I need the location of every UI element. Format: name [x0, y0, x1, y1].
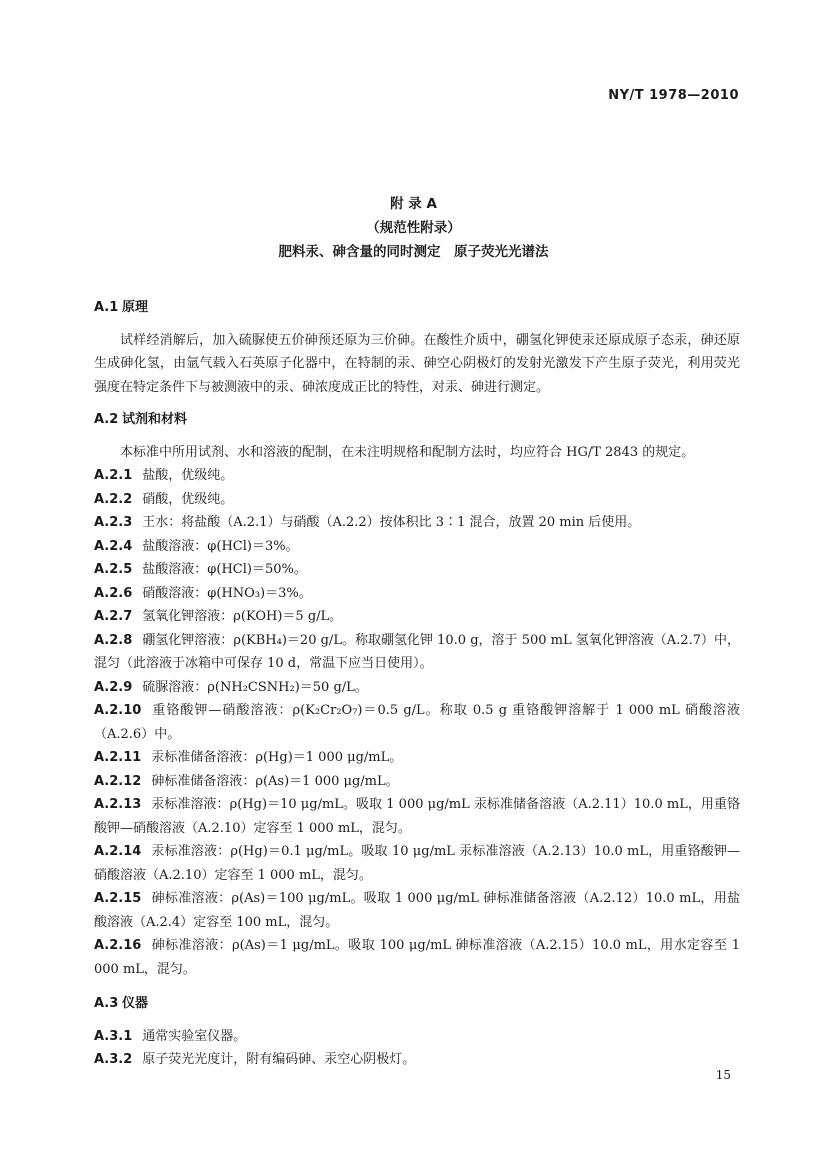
clause-text: 硼氢化钾溶液：ρ(KBH₄)＝20 g/L。称取硼氢化钾 10.0 g，溶于 500 mL 氢氧化钾溶液（A.2.7）中，混匀（此溶液于冰箱中可保存 10 d，常温下应当日使用）。: [94, 632, 740, 671]
appendix-title: 附 录 A: [390, 196, 437, 212]
standard-code: NY/T 1978—2010: [608, 88, 739, 103]
clause-item: [94, 511, 740, 535]
clause-text: 盐酸溶液：φ(HCl)＝3%。: [142, 538, 299, 554]
section-title: 原理: [122, 300, 149, 315]
clause-item: [94, 887, 740, 934]
clause-text: 通常实验室仪器。: [142, 1028, 247, 1044]
clause-item: [94, 558, 740, 582]
clause-number: A.2.8: [94, 632, 133, 648]
clause-text: 硝酸溶液：φ(HNO₃)＝3%。: [142, 585, 312, 601]
clause-number: A.3.2: [94, 1052, 133, 1067]
section-instruments-heading: [94, 992, 740, 1016]
clause-text: 氢氧化钾溶液：ρ(KOH)＝5 g/L。: [142, 609, 343, 624]
clause-number: A.2.15: [94, 891, 142, 906]
clause-number: A.2.1: [94, 468, 133, 483]
clause-item: [94, 770, 740, 794]
clause-item: [94, 934, 740, 981]
clause-number: A.2.14: [94, 844, 142, 859]
clause-item: [94, 746, 740, 770]
instrument-list: [94, 1025, 740, 1072]
page-number: 15: [715, 1068, 731, 1082]
clause-item: [94, 793, 740, 840]
clause-item: [94, 535, 740, 559]
clause-number: A.2.11: [94, 750, 142, 765]
clause-item: [94, 582, 740, 606]
clause-number: A.3.1: [94, 1028, 133, 1044]
clause-text: 盐酸，优级纯。: [142, 468, 234, 483]
clause-text: 盐酸溶液：φ(HCl)＝50%。: [142, 562, 307, 577]
appendix-type: （规范性附录）: [366, 220, 461, 236]
clause-text: 原子荧光光度计，附有编码砷、汞空心阴极灯。: [142, 1052, 416, 1067]
reagents-intro: 本标准中所用试剂、水和溶液的配制，在未注明规格和配制方法时，均应符合 HG/T 2843 的规定。: [120, 444, 695, 460]
clause-item: [94, 1048, 740, 1072]
section-number: A.2: [94, 412, 119, 427]
clause-item: [94, 464, 740, 488]
section-reagents-heading: [94, 408, 740, 432]
clause-text: 重铬酸钾—硝酸溶液：ρ(K₂Cr₂O₇)＝0.5 g/L。称取 0.5 g 重铬酸钾溶解于 1 000 mL 硝酸溶液（A.2.6）中。: [94, 703, 740, 742]
section-principle-heading: [94, 296, 740, 320]
clause-number: A.2.16: [94, 938, 142, 953]
clause-item: [94, 488, 740, 512]
clause-item: [94, 1025, 740, 1049]
clause-number: A.2.4: [94, 538, 133, 554]
reagent-list: [94, 464, 740, 981]
section-number: A.3: [94, 996, 119, 1011]
clause-text: 砷标准储备溶液：ρ(As)＝1 000 μg/mL。: [151, 773, 399, 789]
clause-number: A.2.7: [94, 609, 133, 624]
clause-number: A.2.2: [94, 491, 133, 507]
clause-number: A.2.5: [94, 562, 133, 577]
clause-text: 砷标准溶液：ρ(As)＝100 μg/mL。吸取 1 000 μg/mL 砷标准储备溶液（A.2.12）10.0 mL，用盐酸溶液（A.2.4）定容至 100 mL，混匀。: [94, 891, 740, 930]
clause-text: 汞标准储备溶液：ρ(Hg)＝1 000 μg/mL。: [151, 750, 403, 765]
clause-item: [94, 699, 740, 746]
principle-paragraph: 试样经消解后，加入硫脲使五价砷预还原为三价砷。在酸性介质中，硼氢化钾使汞还原成原子态汞，砷还原生成砷化氢，由氩气载入石英原子化器中，在特制的汞、砷空心阴极灯的发射光激发下产生原子荧光，利用荧光强度在特定条件下与被测液中的汞、砷浓度成正比的特性，对汞、砷进行测定。: [94, 332, 740, 395]
section-title: 试剂和材料: [122, 412, 188, 427]
section-number: A.1: [94, 300, 119, 315]
clause-number: A.2.13: [94, 797, 142, 812]
clause-item: [94, 840, 740, 887]
clause-number: A.2.10: [94, 703, 142, 718]
clause-text: 硝酸，优级纯。: [142, 491, 234, 507]
section-title: 仪器: [122, 996, 149, 1011]
clause-item: [94, 605, 740, 629]
clause-item: [94, 629, 740, 676]
clause-number: A.2.9: [94, 679, 133, 695]
clause-text: 汞标准溶液：ρ(Hg)＝10 μg/mL。吸取 1 000 μg/mL 汞标准储备溶液（A.2.11）10.0 mL，用重铬酸钾—硝酸溶液（A.2.10）定容至 1 000 mL，混匀。: [94, 797, 740, 836]
clause-text: 汞标准溶液：ρ(Hg)＝0.1 μg/mL。吸取 10 μg/mL 汞标准溶液（A.2.13）10.0 mL，用重铬酸钾—硝酸溶液（A.2.10）定容至 1 000 mL，混匀。: [94, 844, 740, 883]
clause-number: A.2.3: [94, 515, 133, 530]
clause-number: A.2.12: [94, 773, 142, 789]
clause-text: 砷标准溶液：ρ(As)＝1 μg/mL。吸取 100 μg/mL 砷标准溶液（A.2.15）10.0 mL，用水定容至 1 000 mL，混匀。: [94, 938, 740, 977]
clause-item: [94, 676, 740, 700]
clause-text: 硫脲溶液：ρ(NH₂CSNH₂)＝50 g/L。: [142, 679, 368, 695]
document-body: [94, 296, 740, 1072]
appendix-heading: [0, 192, 827, 264]
clause-text: 王水：将盐酸（A.2.1）与硝酸（A.2.2）按体积比 3∶1 混合，放置 20 min 后使用。: [142, 515, 641, 530]
appendix-name: 肥料汞、砷含量的同时测定 原子荧光光谱法: [278, 244, 549, 260]
clause-number: A.2.6: [94, 585, 133, 601]
